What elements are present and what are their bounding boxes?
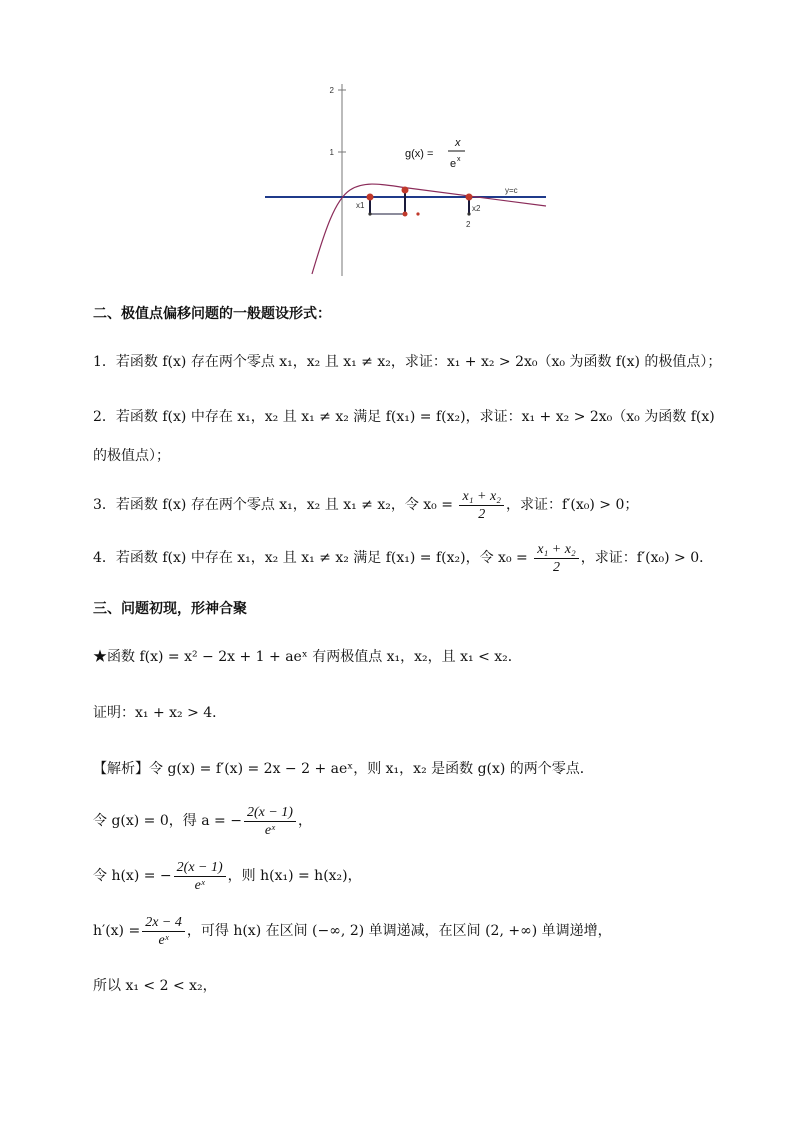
fraction	[142, 914, 185, 949]
item-text-before: 若函数 f(x) 存在两个零点 x₁，x₂ 且 x₁ ≠ x₂，令 x₀ =	[115, 497, 453, 513]
function-graph	[250, 80, 550, 280]
function-label-num: x	[455, 137, 461, 149]
fraction-numerator: x₁ + x₂	[534, 541, 579, 559]
text-after: ，可得 h(x) 在区间 (−∞, 2) 单调递减，在区间 (2, +∞) 单调递增，	[186, 923, 612, 939]
fraction-denominator: eˣ	[264, 822, 276, 838]
point-max	[402, 187, 409, 194]
point-foot-x1	[368, 212, 371, 215]
fraction-denominator: eˣ	[194, 877, 205, 893]
fraction-numerator: x₁ + x₂	[459, 488, 504, 506]
fraction-denominator: eˣ	[158, 932, 169, 948]
item-number: 1．	[93, 354, 116, 370]
fraction-numerator: 2x − 4	[142, 914, 185, 932]
item-number: 4．	[93, 550, 116, 566]
section3-title: 三、问题初现，形神合聚	[93, 601, 247, 617]
x-tick-2: 2	[466, 220, 471, 229]
function-label-den-sup: x	[457, 156, 461, 163]
section2-title: 二、极值点偏移问题的一般题设形式：	[93, 306, 331, 322]
text-after: ，	[297, 813, 312, 829]
item-number: 2．	[93, 409, 116, 425]
point-foot-extra	[416, 212, 419, 215]
line-label: y=c	[505, 186, 518, 195]
function-label-lhs: g(x) =	[405, 148, 434, 160]
solution-line-4	[93, 912, 734, 950]
text-after: ，则 h(x₁) = h(x₂)，	[227, 868, 362, 884]
section2-item-1	[93, 353, 734, 371]
fraction-numerator: 2(x − 1)	[174, 859, 226, 877]
solution-line-5: 所以 x₁ < 2 < x₂，	[93, 978, 217, 994]
item-text-before: 若函数 f(x) 中存在 x₁，x₂ 且 x₁ ≠ x₂ 满足 f(x₁) = f(x₂)，令 x₀ =	[115, 550, 528, 566]
point-x2	[466, 194, 473, 201]
y-tick-2: 2	[329, 86, 334, 95]
item-text: 若函数 f(x) 存在两个零点 x₁，x₂ 且 x₁ ≠ x₂，求证：x₁ + x₂ > 2x₀（x₀ 为函数 f(x) 的极值点）；	[115, 354, 722, 370]
fraction	[459, 488, 504, 523]
x2-label: x2	[472, 204, 481, 213]
point-foot-max	[403, 212, 408, 217]
section2-item-4	[93, 540, 734, 576]
fraction	[174, 859, 226, 894]
fraction	[534, 541, 579, 576]
function-label-den: e	[450, 158, 457, 170]
item-number: 3．	[93, 497, 116, 513]
solution-line-1: 【解析】令 g(x) = f′(x) = 2x − 2 + aeˣ，则 x₁，x₂ 是函数 g(x) 的两个零点．	[93, 761, 594, 777]
fraction	[244, 804, 296, 839]
item-text-after: ，求证：f′(x₀) > 0．	[580, 550, 714, 566]
y-tick-1: 1	[329, 148, 334, 157]
fraction-numerator: 2(x − 1)	[244, 804, 296, 822]
item-text-after: ，求证：f′(x₀) > 0；	[506, 497, 639, 513]
x1-label: x1	[356, 201, 365, 210]
section2-item-3	[93, 487, 734, 523]
problem-statement: ★函数 f(x) = x² − 2x + 1 + aeˣ 有两极值点 x₁，x₂，且 x₁ < x₂．	[93, 649, 522, 665]
text-before: 令 g(x) = 0，得 a = −	[93, 813, 242, 829]
point-x1	[367, 194, 374, 201]
prove-statement: 证明：x₁ + x₂ > 4．	[93, 705, 227, 721]
solution-line-3	[93, 857, 734, 895]
item-text: 若函数 f(x) 中存在 x₁，x₂ 且 x₁ ≠ x₂ 满足 f(x₁) = f(x₂)，求证：x₁ + x₂ > 2x₀（x₀ 为函数 f(x)	[115, 409, 715, 425]
point-foot-x2	[467, 212, 470, 215]
solution-line-2	[93, 802, 734, 840]
fraction-denominator: 2	[478, 506, 486, 522]
section2-item-2	[93, 408, 734, 426]
text-before: 令 h(x) = −	[93, 868, 172, 884]
text-before: h′(x) =	[93, 923, 141, 939]
fraction-denominator: 2	[552, 559, 560, 575]
section2-item-2-continuation: 的极值点）；	[93, 448, 170, 464]
